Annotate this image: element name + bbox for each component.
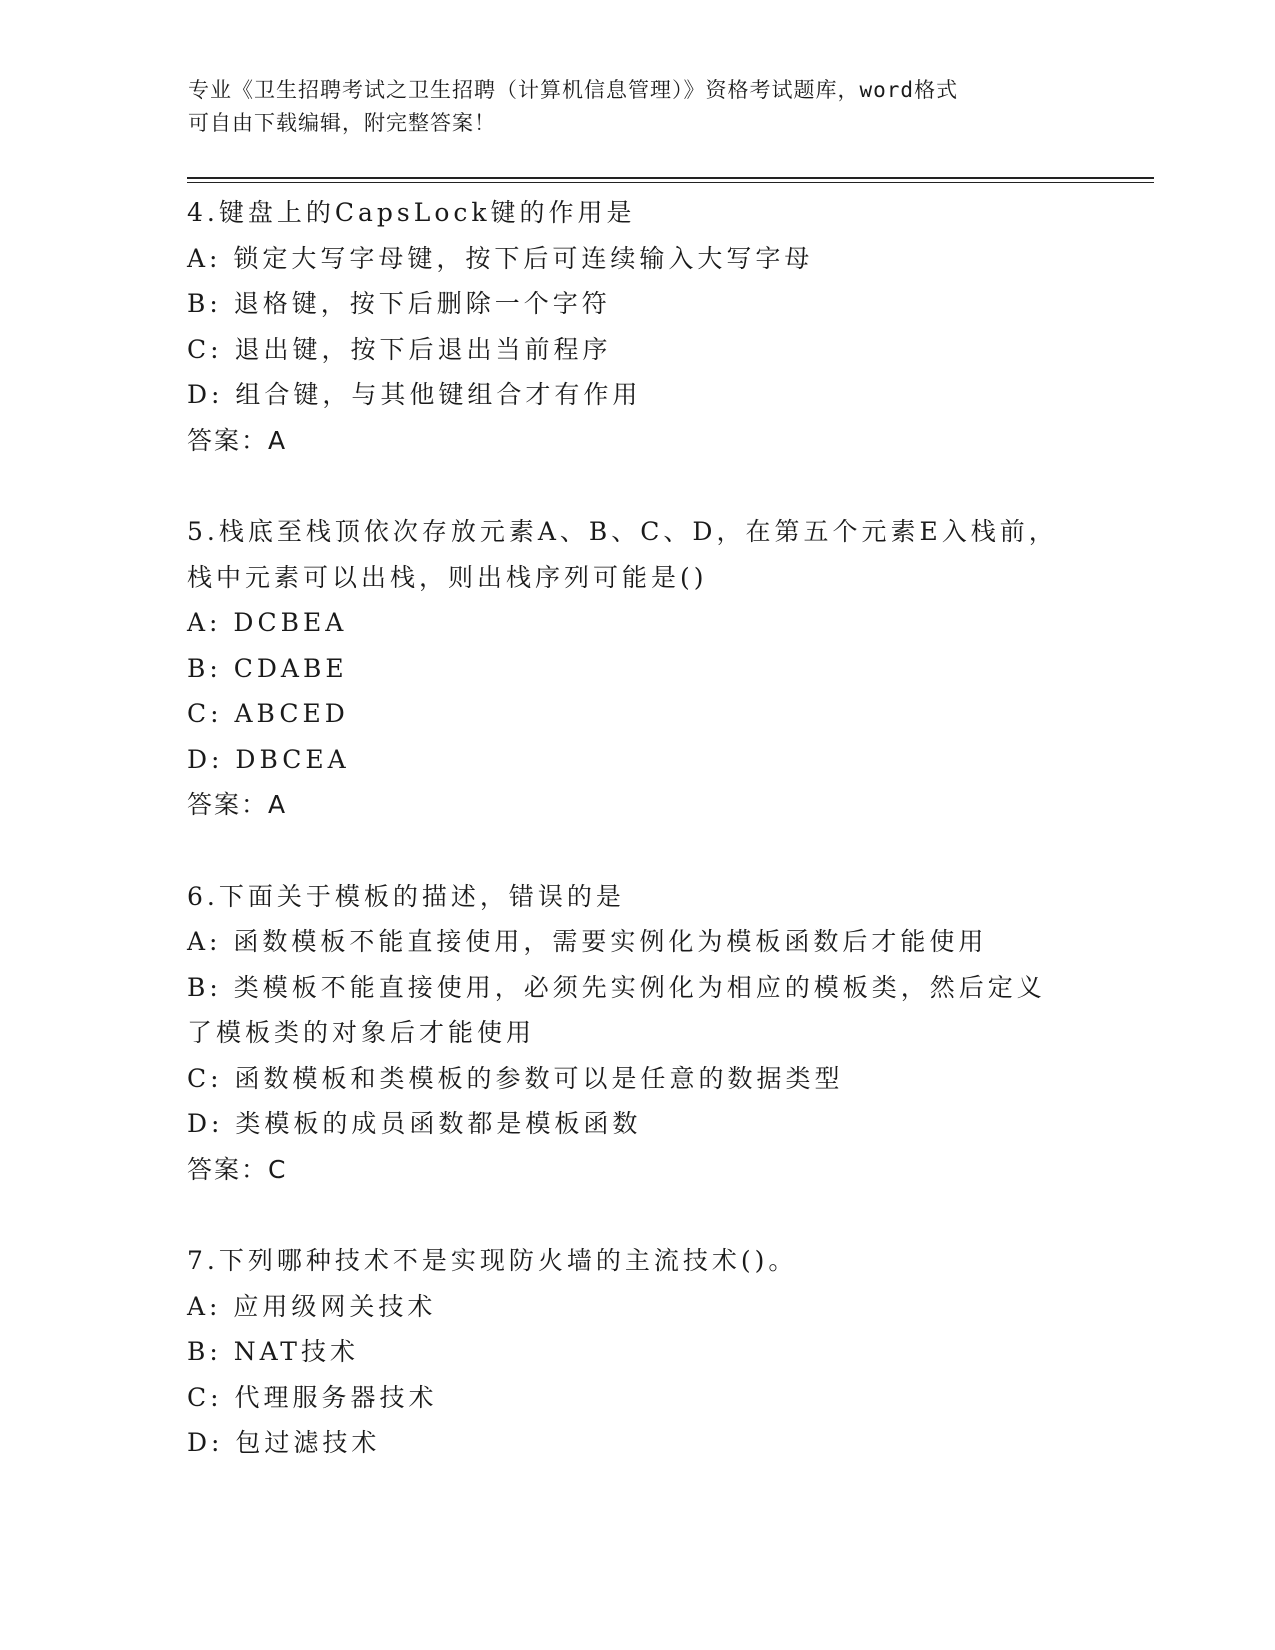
answer-line: 答案：A xyxy=(187,425,288,455)
question-7 xyxy=(187,1238,1087,1466)
header-line-1: 专业《卫生招聘考试之卫生招聘（计算机信息管理）》资格考试题库，word格式 xyxy=(188,78,959,102)
header-line-2: 可自由下载编辑，附完整答案！ xyxy=(188,111,496,135)
question-5 xyxy=(187,509,1087,828)
question-6 xyxy=(187,874,1087,1193)
option-d: D: 包过滤技术 xyxy=(187,1428,381,1457)
question-4 xyxy=(187,190,1087,463)
question-stem: 4.键盘上的CapsLock键的作用是 xyxy=(187,198,636,227)
header-divider-thin xyxy=(187,182,1154,183)
question-stem: 5.栈底至栈顶依次存放元素A、B、C、D，在第五个元素E入栈前，栈中元素可以出栈，则出栈序列可能是() xyxy=(187,517,1058,592)
option-a: A: 函数模板不能直接使用，需要实例化为模板函数后才能使用 xyxy=(187,927,988,956)
option-b: B: CDABE xyxy=(187,653,348,683)
option-c: C: 函数模板和类模板的参数可以是任意的数据类型 xyxy=(187,1063,844,1093)
question-stem: 7.下列哪种技术不是实现防火墙的主流技术()。 xyxy=(187,1246,798,1275)
option-a: A: DCBEA xyxy=(187,608,348,637)
option-d: D: 组合键，与其他键组合才有作用 xyxy=(187,380,642,409)
answer-line: 答案：A xyxy=(187,790,288,819)
document-header xyxy=(188,74,1068,140)
option-b: B: 退格键，按下后删除一个字符 xyxy=(187,289,611,318)
option-b: B: 类模板不能直接使用，必须先实例化为相应的模板类，然后定义了模板类的对象后才能使用 xyxy=(187,972,1046,1047)
question-list xyxy=(187,190,1087,1512)
question-stem: 6.下面关于模板的描述，错误的是 xyxy=(187,881,625,911)
option-c: C: 退出键，按下后退出当前程序 xyxy=(187,334,612,364)
answer-line: 答案：C xyxy=(187,1154,288,1184)
option-d: D: DBCEA xyxy=(187,744,350,774)
option-a: A: 锁定大写字母键，按下后可连续输入大写字母 xyxy=(187,243,814,273)
option-c: C: ABCED xyxy=(187,699,349,728)
option-a: A: 应用级网关技术 xyxy=(187,1291,437,1321)
option-b: B: NAT技术 xyxy=(187,1337,359,1366)
option-d: D: 类模板的成员函数都是模板函数 xyxy=(187,1109,642,1138)
header-divider-thick xyxy=(187,177,1154,179)
option-c: C: 代理服务器技术 xyxy=(187,1382,438,1412)
